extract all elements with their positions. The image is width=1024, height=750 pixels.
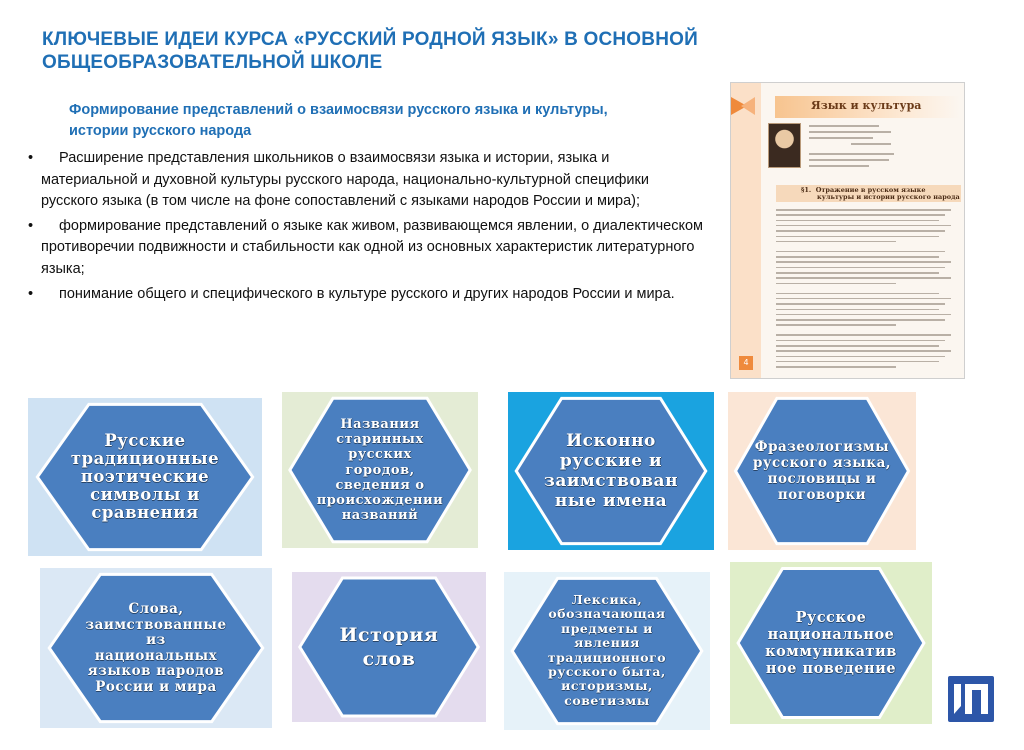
bullet-list <box>28 148 708 308</box>
text-line <box>776 314 951 316</box>
text-line <box>776 225 951 227</box>
text-line <box>776 361 939 363</box>
bullet-icon: • <box>28 285 34 302</box>
tile-label <box>28 432 262 522</box>
page-header-text: Язык и культура <box>811 99 922 112</box>
page-header-band <box>775 96 960 118</box>
text-line <box>776 309 939 311</box>
section-title-line-1: Отражение в русском языке <box>815 186 926 194</box>
page-title <box>42 28 862 74</box>
tile-label-line: поэтические <box>80 467 210 486</box>
tile-label-line: русского языка, <box>752 455 892 471</box>
tile-label <box>282 417 478 523</box>
tile-label <box>40 602 272 695</box>
tile-label-line: России и мира <box>95 678 217 695</box>
tile-label-line: заимствован <box>543 471 679 491</box>
topic-tile <box>292 572 486 722</box>
tile-label-line: явления <box>574 635 640 651</box>
text-line <box>776 277 951 279</box>
page-margin-strip <box>731 83 761 379</box>
tile-label-line: Названия <box>340 417 420 432</box>
tile-label-line: поговорки <box>777 487 867 503</box>
text-line <box>776 272 939 274</box>
tile-label-line: Слова, <box>128 601 184 617</box>
text-line <box>776 319 945 321</box>
text-line <box>776 356 945 358</box>
tile-label-line: Исконно <box>566 431 656 451</box>
tile-label-line: коммуникатив <box>765 643 897 660</box>
text-line <box>776 298 951 300</box>
text-line <box>776 256 939 258</box>
tile-label-line: ные имена <box>554 491 668 511</box>
prosveshchenie-logo-icon <box>948 676 994 722</box>
topic-tile <box>28 398 262 556</box>
tile-label <box>504 593 710 708</box>
topic-tile <box>40 568 272 728</box>
tile-label-line: сравнения <box>91 503 199 522</box>
text-line <box>776 340 945 342</box>
tile-label-line: Фразеологизмы <box>754 439 890 455</box>
title-line-2: ОБЩЕОБРАЗОВАТЕЛЬНОЙ ШКОЛЕ <box>42 52 383 73</box>
topic-tile <box>504 572 710 730</box>
topic-tile <box>728 392 916 550</box>
bullet-text: понимание общего и специфического в культуре русского и других народов России и мира. <box>59 285 675 302</box>
tile-label-line: языков народов <box>87 663 225 679</box>
bullet-icon: • <box>28 150 34 166</box>
tile-label-line: пословицы и <box>767 471 877 487</box>
textbook-page-image <box>730 82 965 379</box>
portrait-image <box>768 123 801 168</box>
tile-label-line: предметы и <box>561 620 653 636</box>
topic-tile <box>282 392 478 548</box>
tile-label-line: традиционные <box>70 449 220 468</box>
text-line <box>776 241 896 243</box>
list-item <box>28 216 708 281</box>
tile-label <box>292 623 486 671</box>
tile-label-line: Русские <box>104 431 186 450</box>
list-item <box>28 148 708 213</box>
tile-label <box>728 439 916 503</box>
title-line-1: КЛЮЧЕВЫЕ ИДЕИ КУРСА «РУССКИЙ РОДНОЙ ЯЗЫК» В ОСНОВНОЙ <box>42 29 698 50</box>
tile-label-line: символы и <box>90 485 200 504</box>
tile-label-line: История <box>339 624 439 646</box>
bullet-icon: • <box>28 217 34 234</box>
topic-tile <box>730 562 932 724</box>
section-number: §1. <box>801 186 812 194</box>
text-line <box>776 350 951 352</box>
text-line <box>776 283 896 285</box>
tile-label-line: национальных <box>94 647 218 664</box>
tile-label-line: национальное <box>767 626 895 643</box>
tile-label-line: заимствованные <box>85 616 227 633</box>
tile-label <box>508 431 714 511</box>
tile-label-line: слов <box>362 648 416 670</box>
tile-label-line: из <box>146 632 166 648</box>
text-line <box>776 267 945 269</box>
text-line <box>776 230 945 232</box>
text-line <box>776 251 945 253</box>
tile-label-line: русских <box>348 447 412 463</box>
text-line <box>776 303 945 305</box>
tile-label-line: Лексика, <box>571 592 643 607</box>
subtitle-line-2: истории русского народа <box>69 123 252 139</box>
text-line <box>776 209 951 211</box>
tile-label-line: русского быта, <box>548 664 666 680</box>
tile-label <box>730 609 932 677</box>
section-title-line-2: культуры и истории русского народа <box>817 193 960 201</box>
tile-label-line: названий <box>341 508 419 524</box>
topic-tile <box>508 392 714 550</box>
tile-label-line: обозначающая <box>548 606 666 622</box>
tile-label-line: сведения о <box>335 477 425 493</box>
tile-label-line: советизмы <box>564 692 650 708</box>
list-item <box>28 284 708 306</box>
tile-label-line: происхождении <box>316 493 444 509</box>
text-line <box>776 220 939 222</box>
subtitle-line-1: Формирование представлений о взаимосвязи русского языка и культуры, <box>69 102 608 118</box>
tile-label-line: старинных <box>336 432 424 448</box>
section-heading-band <box>776 185 961 202</box>
tile-label-line: ное поведение <box>765 660 897 677</box>
text-line <box>776 345 939 347</box>
text-line <box>776 324 896 326</box>
text-line <box>776 261 951 263</box>
tile-label-line: традиционного <box>547 649 667 665</box>
text-line <box>776 236 939 238</box>
page-number: 4 <box>739 356 753 370</box>
arrow-decoration-icon <box>741 97 755 115</box>
tile-label-line: историзмы, <box>561 678 653 694</box>
bullet-text: Расширение представления школьников о взаимосвязи языка и истории, языка и материальной и духовной культуры русского народа, национально-культурной специфики русского языка (в том числе на фоне сопоставлений с языками народов России и мира); <box>41 150 649 210</box>
tile-label-line: русские и <box>559 451 663 471</box>
tile-label-line: Русское <box>795 609 867 626</box>
section-subtitle <box>69 100 709 142</box>
text-line <box>776 293 939 295</box>
text-line <box>776 334 951 336</box>
text-line <box>776 214 945 216</box>
text-line <box>776 366 896 368</box>
tile-label-line: городов, <box>345 462 415 478</box>
bullet-text: формирование представлений о языке как живом, развивающемся явлении, о диалектическом противоречии подвижности и стабильности как одной из основных характеристик литературного языка; <box>41 217 703 277</box>
